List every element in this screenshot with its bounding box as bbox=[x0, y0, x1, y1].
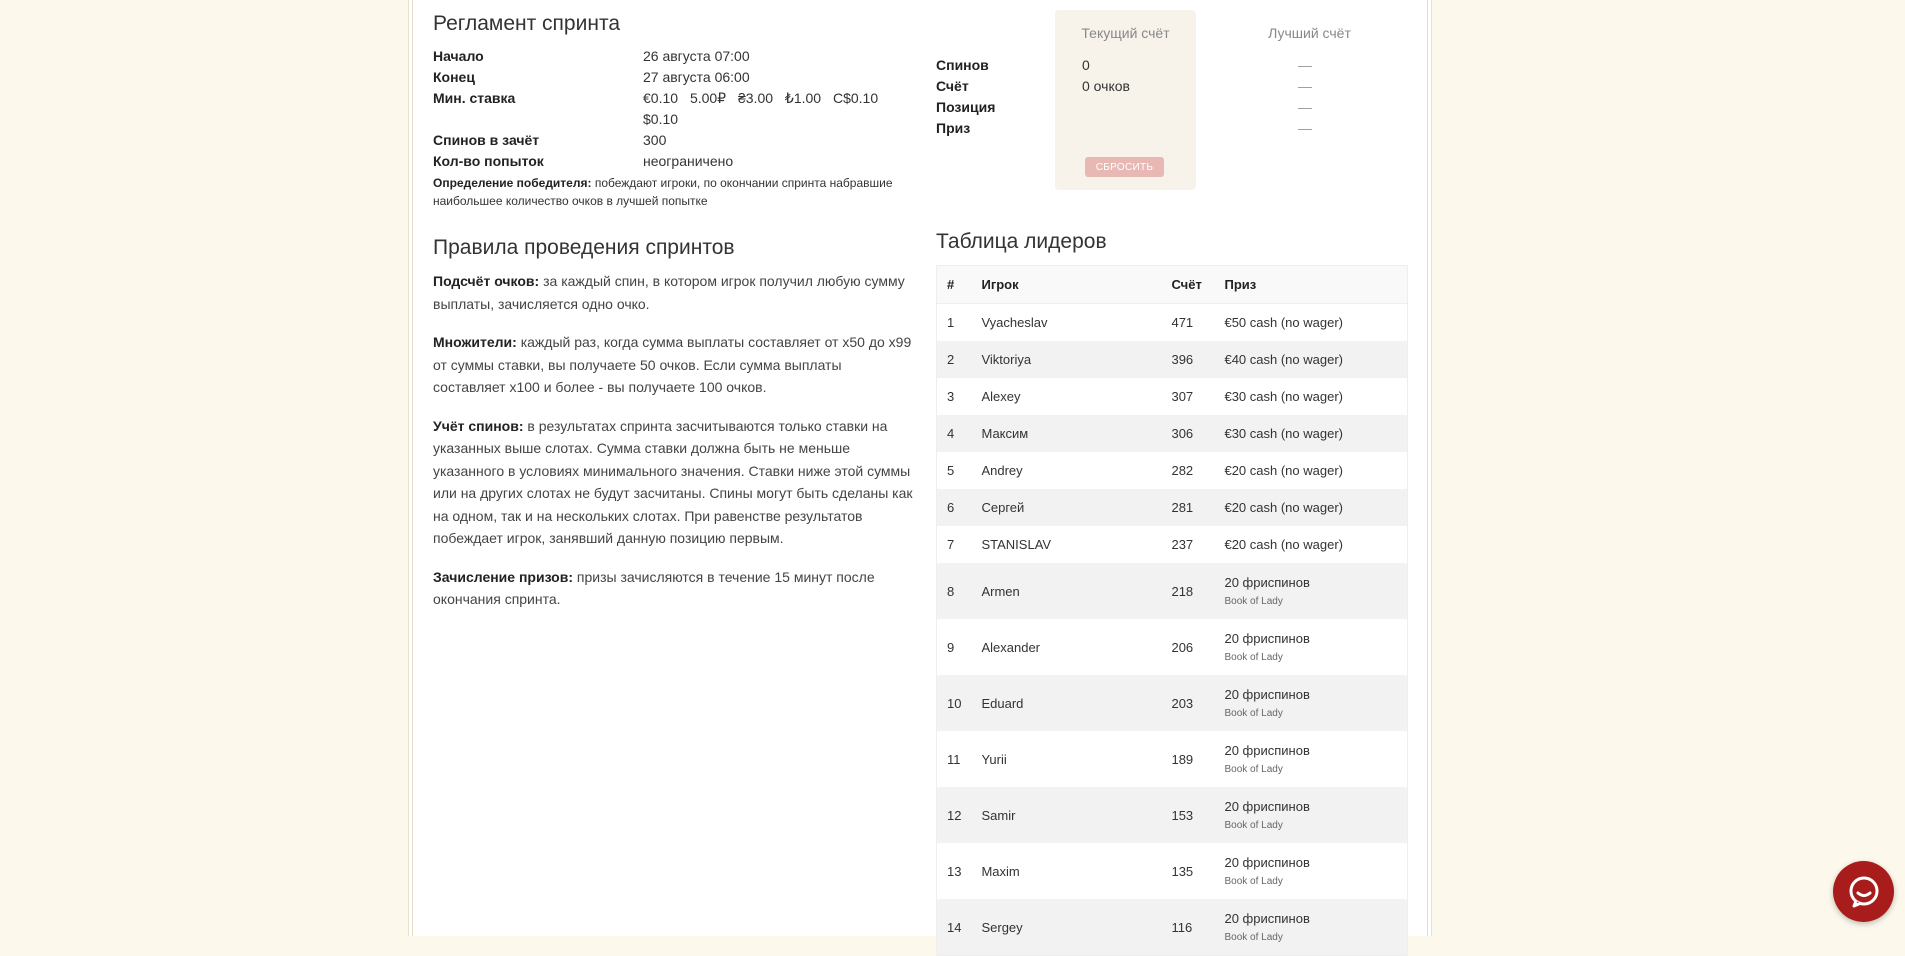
cell-prize bbox=[1214, 526, 1407, 563]
rule-scoring bbox=[433, 270, 913, 315]
prize-stat-best: — bbox=[1298, 120, 1312, 136]
cell-position: 12 bbox=[937, 787, 972, 843]
table-row bbox=[937, 526, 1408, 563]
cell-player: Eduard bbox=[971, 675, 1161, 731]
min-bet-values bbox=[643, 88, 913, 130]
table-row bbox=[937, 787, 1408, 843]
best-score-heading: Лучший счёт bbox=[1268, 25, 1351, 41]
cell-player: Сергей bbox=[971, 489, 1161, 526]
cell-prize bbox=[1214, 415, 1407, 452]
start-label: Начало bbox=[433, 48, 484, 64]
header-position: # bbox=[937, 266, 972, 304]
cell-prize bbox=[1214, 563, 1407, 619]
cell-score: 206 bbox=[1171, 639, 1194, 655]
prize-stat-label: Приз bbox=[936, 120, 971, 136]
cell-position: 14 bbox=[937, 899, 972, 956]
prize-text: €30 cash (no wager) bbox=[1224, 426, 1343, 441]
winner-definition bbox=[433, 174, 913, 210]
score-panel bbox=[936, 10, 1408, 200]
spins-row bbox=[433, 130, 913, 151]
cell-player: Максим bbox=[971, 415, 1161, 452]
cell-score: 218 bbox=[1161, 563, 1214, 619]
rule-prizes bbox=[433, 566, 913, 611]
cell-score: 237 bbox=[1171, 537, 1194, 552]
cell-player: Alexey bbox=[981, 389, 1021, 404]
attempts-row bbox=[433, 151, 913, 172]
cell-prize bbox=[1214, 843, 1407, 899]
header-score: Счёт bbox=[1161, 266, 1214, 304]
min-bet-eur: €0.10 bbox=[643, 90, 679, 106]
chat-bubble-icon bbox=[1847, 875, 1881, 909]
start-value: 26 августа 07:00 bbox=[643, 48, 750, 64]
rule-text: в результатах спринта засчитываются только ставки на указанных выше слотах. Сумма ставки должна быть не меньше указанного в условиях минимального значения. Ставки ниже этой суммы или на других слотах не будут засчитаны. Спины могут быть сделаны как на одном, так и на нескольких слотах. При равенстве результатов побеждает игрок, занявший данную позицию первым. bbox=[433, 417, 913, 546]
cell-player: Sergey bbox=[971, 899, 1161, 956]
cell-player: Alexander bbox=[981, 639, 1041, 655]
prize-text: 20 фриспинов bbox=[1224, 631, 1310, 646]
spins-stat-label: Спинов bbox=[936, 57, 989, 73]
prize-game: Book of Lady bbox=[1224, 764, 1283, 775]
table-row bbox=[937, 843, 1408, 899]
min-bet-try: ₺1.00 bbox=[784, 90, 822, 106]
winner-label: Определение победителя: bbox=[433, 176, 592, 190]
cell-score: 153 bbox=[1161, 787, 1214, 843]
regulations-title: Регламент спринта bbox=[433, 12, 621, 35]
rules-title: Правила проведения спринтов bbox=[433, 236, 735, 259]
winner-text: побеждают игроки, по окончании спринта набравшие наибольшее количество очков в лучшей попытке bbox=[433, 176, 893, 208]
leaderboard-table bbox=[936, 265, 1408, 956]
cell-score: 471 bbox=[1171, 315, 1194, 330]
score-stat-best: — bbox=[1298, 78, 1312, 94]
cell-player: Vyacheslav bbox=[981, 315, 1048, 330]
rule-label: Учёт спинов: bbox=[433, 417, 524, 434]
prize-text: €20 cash (no wager) bbox=[1224, 537, 1343, 552]
cell-prize bbox=[1214, 452, 1407, 489]
rule-label: Зачисление призов: bbox=[433, 568, 574, 585]
leaders-title: Таблица лидеров bbox=[936, 230, 1107, 253]
cell-position: 6 bbox=[937, 489, 972, 526]
prize-text: €20 cash (no wager) bbox=[1224, 500, 1343, 515]
rule-text: призы зачисляются в течение 15 минут после окончания спринта. bbox=[433, 568, 875, 607]
table-row bbox=[937, 341, 1408, 378]
current-score-heading: Текущий счёт bbox=[1081, 25, 1170, 41]
cell-score: 281 bbox=[1161, 489, 1214, 526]
prize-game: Book of Lady bbox=[1224, 820, 1283, 831]
prize-game: Book of Lady bbox=[1224, 708, 1283, 719]
prize-text: 20 фриспинов bbox=[1224, 799, 1310, 814]
cell-player: STANISLAV bbox=[981, 537, 1052, 552]
prize-text: €40 cash (no wager) bbox=[1224, 352, 1343, 367]
prize-text: €20 cash (no wager) bbox=[1224, 463, 1343, 478]
cell-player: Yurii bbox=[981, 751, 1007, 767]
cell-prize bbox=[1214, 489, 1407, 526]
cell-prize bbox=[1214, 304, 1407, 342]
rule-label: Подсчёт очков: bbox=[433, 273, 540, 289]
spins-label: Спинов в зачёт bbox=[433, 132, 540, 148]
cell-score: 189 bbox=[1171, 751, 1194, 767]
rule-text: каждый раз, когда сумма выплаты составляет от x50 до x99 от суммы ставки, вы получаете 50 очков. Если сумма выплаты составляет x100 и более - вы получаете 100 очков. bbox=[433, 334, 912, 395]
cell-position: 2 bbox=[937, 341, 972, 378]
cell-position: 11 bbox=[947, 751, 961, 767]
min-bet-rub: 5.00₽ bbox=[689, 90, 727, 106]
end-value: 27 августа 06:00 bbox=[643, 69, 750, 85]
cell-position: 1 bbox=[947, 315, 955, 330]
left-column bbox=[433, 12, 913, 627]
cell-position: 3 bbox=[947, 389, 955, 404]
leaderboard-header-row bbox=[937, 266, 1408, 304]
spins-value: 300 bbox=[643, 132, 667, 148]
prize-game: Book of Lady bbox=[1224, 932, 1283, 943]
cell-score: 203 bbox=[1161, 675, 1214, 731]
cell-position: 8 bbox=[937, 563, 972, 619]
end-row bbox=[433, 67, 913, 88]
page-container bbox=[412, 0, 1428, 943]
cell-player: Samir bbox=[971, 787, 1161, 843]
table-row bbox=[937, 489, 1408, 526]
cell-prize bbox=[1214, 341, 1407, 378]
cell-score: 135 bbox=[1171, 863, 1194, 879]
end-label: Конец bbox=[433, 69, 475, 85]
cell-position: 13 bbox=[947, 863, 962, 879]
attempts-label: Кол-во попыток bbox=[433, 153, 544, 169]
cell-position: 10 bbox=[937, 675, 972, 731]
prize-text: 20 фриспинов bbox=[1224, 575, 1310, 590]
min-bet-row bbox=[433, 88, 913, 130]
prize-game: Book of Lady bbox=[1224, 876, 1283, 887]
prize-text: 20 фриспинов bbox=[1224, 855, 1310, 870]
table-row bbox=[937, 378, 1408, 415]
min-bet-usd: $0.10 bbox=[643, 111, 679, 127]
rule-text: за каждый спин, в котором игрок получил любую сумму выплаты, зачисляется одно очко. bbox=[433, 273, 905, 312]
cell-position: 4 bbox=[937, 415, 972, 452]
prize-text: €50 cash (no wager) bbox=[1224, 315, 1343, 330]
reset-button[interactable]: СБРОСИТЬ bbox=[1085, 157, 1164, 177]
cell-player: Armen bbox=[971, 563, 1161, 619]
rule-spins bbox=[433, 415, 913, 550]
min-bet-label: Мин. ставка bbox=[433, 90, 516, 106]
cell-position: 7 bbox=[947, 537, 955, 552]
table-row bbox=[937, 415, 1408, 452]
table-row bbox=[937, 899, 1408, 956]
table-row bbox=[937, 563, 1408, 619]
cell-prize bbox=[1214, 899, 1407, 956]
rule-multipliers bbox=[433, 331, 913, 399]
cell-prize bbox=[1214, 378, 1407, 415]
score-stat-label: Счёт bbox=[936, 78, 969, 94]
header-prize: Приз bbox=[1214, 266, 1407, 304]
attempts-value: неограничено bbox=[643, 153, 734, 169]
prize-game: Book of Lady bbox=[1224, 652, 1283, 663]
prize-text: 20 фриспинов bbox=[1224, 911, 1310, 926]
cell-score: 306 bbox=[1161, 415, 1214, 452]
spins-stat-best: — bbox=[1298, 57, 1312, 73]
rule-label: Множители: bbox=[433, 334, 517, 350]
position-stat-label: Позиция bbox=[936, 99, 996, 115]
cell-player: Maxim bbox=[981, 863, 1020, 879]
cell-prize bbox=[1214, 619, 1407, 675]
table-row bbox=[937, 731, 1408, 787]
start-row bbox=[433, 46, 913, 67]
cell-score: 116 bbox=[1161, 899, 1214, 956]
cell-prize bbox=[1214, 731, 1407, 787]
spins-stat-current: 0 bbox=[1082, 57, 1090, 73]
min-bet-cad: C$0.10 bbox=[832, 90, 879, 106]
min-bet-uah: ₴3.00 bbox=[737, 90, 774, 106]
table-row bbox=[937, 304, 1408, 342]
cell-position: 5 bbox=[947, 463, 955, 478]
cell-score: 307 bbox=[1171, 389, 1194, 404]
right-column bbox=[936, 10, 1408, 956]
table-row bbox=[937, 619, 1408, 675]
cell-score: 282 bbox=[1171, 463, 1194, 478]
position-stat-best: — bbox=[1298, 99, 1312, 115]
cell-score: 396 bbox=[1161, 341, 1214, 378]
table-row bbox=[937, 452, 1408, 489]
header-player: Игрок bbox=[971, 266, 1161, 304]
prize-text: €30 cash (no wager) bbox=[1224, 389, 1343, 404]
cell-prize bbox=[1214, 787, 1407, 843]
prize-text: 20 фриспинов bbox=[1224, 743, 1310, 758]
leaderboard-body bbox=[937, 304, 1408, 956]
cell-player: Andrey bbox=[981, 463, 1023, 478]
cell-player: Viktoriya bbox=[971, 341, 1161, 378]
prize-text: 20 фриспинов bbox=[1224, 687, 1310, 702]
cell-position: 9 bbox=[947, 639, 955, 655]
prize-game: Book of Lady bbox=[1224, 596, 1283, 607]
score-stat-current: 0 очков bbox=[1082, 78, 1130, 94]
cell-prize bbox=[1214, 675, 1407, 731]
chat-button[interactable] bbox=[1833, 861, 1894, 922]
table-row bbox=[937, 675, 1408, 731]
